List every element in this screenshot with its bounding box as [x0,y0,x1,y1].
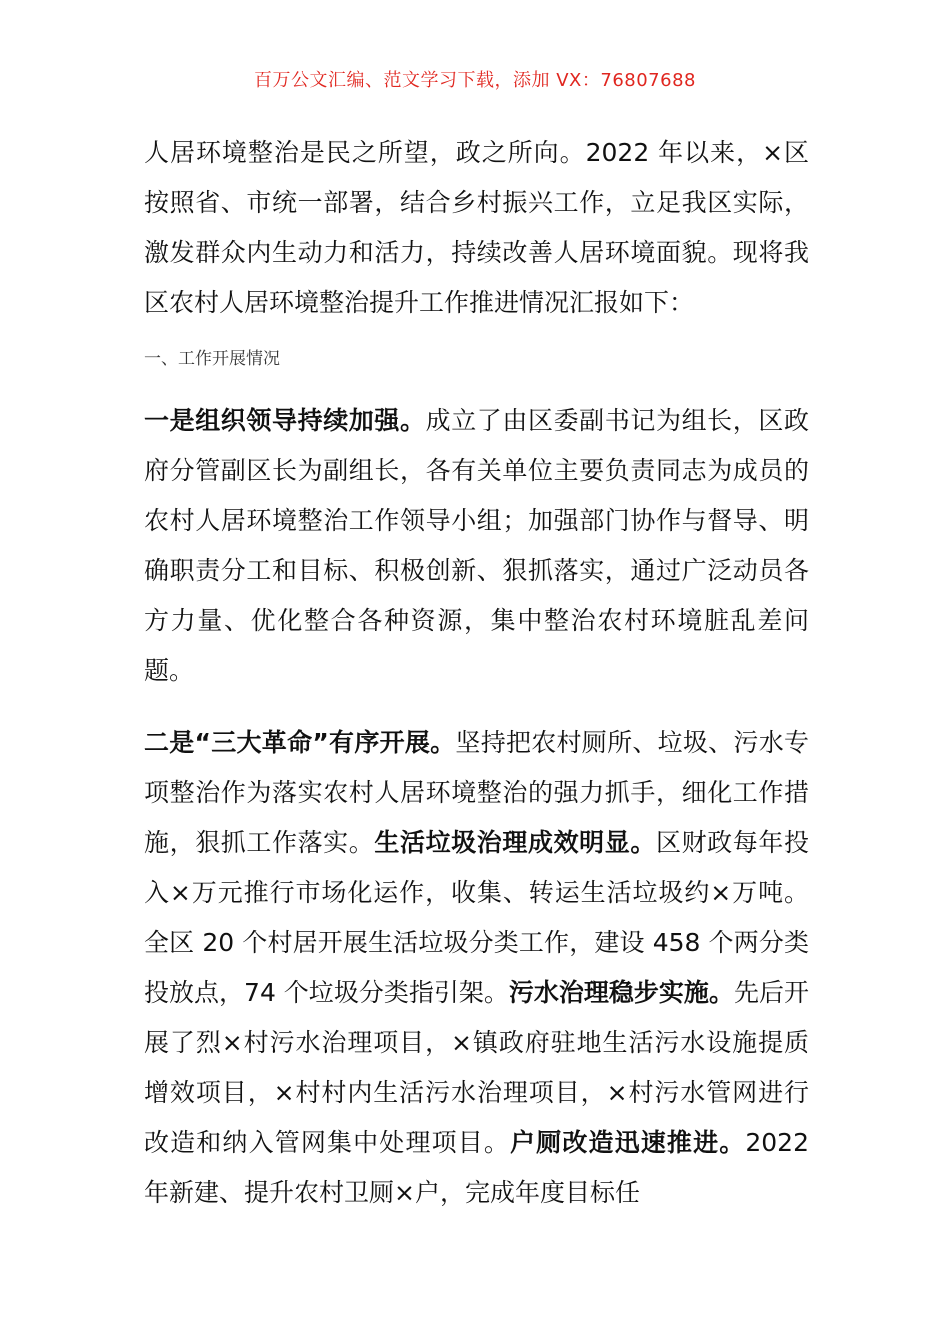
paragraph-lead: 一是组织领导持续加强。 [144,406,426,435]
subheading-toilet: 户厕改造迅速推进。 [510,1128,746,1157]
paragraph-lead: 二是“三大革命”有序开展。 [144,728,456,757]
intro-paragraph: 人居环境整治是民之所望，政之所向。2022 年以来，×区按照省、市统一部署，结合乡村振兴工作，立足我区实际，激发群众内生动力和活力，持续改善人居环境面貌。现将我区农村人居环境整治提升工作推进情况汇报如下： [144,138,809,317]
paragraph-body: 坚持把农村厕所、垃圾、污水专项整治作为落实农村人居环境整治的强力抓手，细化工作措施，狠抓工作落实。 [144,728,809,857]
paragraph-three-revolutions [144,718,809,1218]
section-heading-work-status: 一、工作开展情况 [144,349,280,369]
paragraph-body: 成立了由区委副书记为组长，区政府分管副区长为副组长，各有关单位主要负责同志为成员的农村人居环境整治工作领导小组；加强部门协作与督导、明确职责分工和目标、积极创新、狠抓落实，通过广泛动员各方力量、优化整合各种资源，集中整治农村环境脏乱差问题。 [144,406,809,685]
paragraph-organization-leadership [144,396,809,696]
header-watermark-note: 百万公文汇编、范文学习下载，添加 VX：76807688 [254,70,696,91]
paragraph-body: 先后开展了烈×村污水治理项目，×镇政府驻地生活污水设施提质增效项目，×村村内生活污水治理项目，×村污水管网进行改造和纳入管网集中处理项目。 [144,978,809,1157]
paragraph-body: 区财政每年投入×万元推行市场化运作，收集、转运生活垃圾约×万吨。全区 20 个村居开展生活垃圾分类工作，建设 458 个两分类投放点，74 个垃圾分类指引架。 [144,828,809,1007]
subheading-garbage: 生活垃圾治理成效明显。 [374,828,656,857]
paragraph-body: 2022 年新建、提升农村卫厕×户，完成年度目标任 [144,1128,809,1207]
subheading-sewage: 污水治理稳步实施。 [508,978,734,1007]
